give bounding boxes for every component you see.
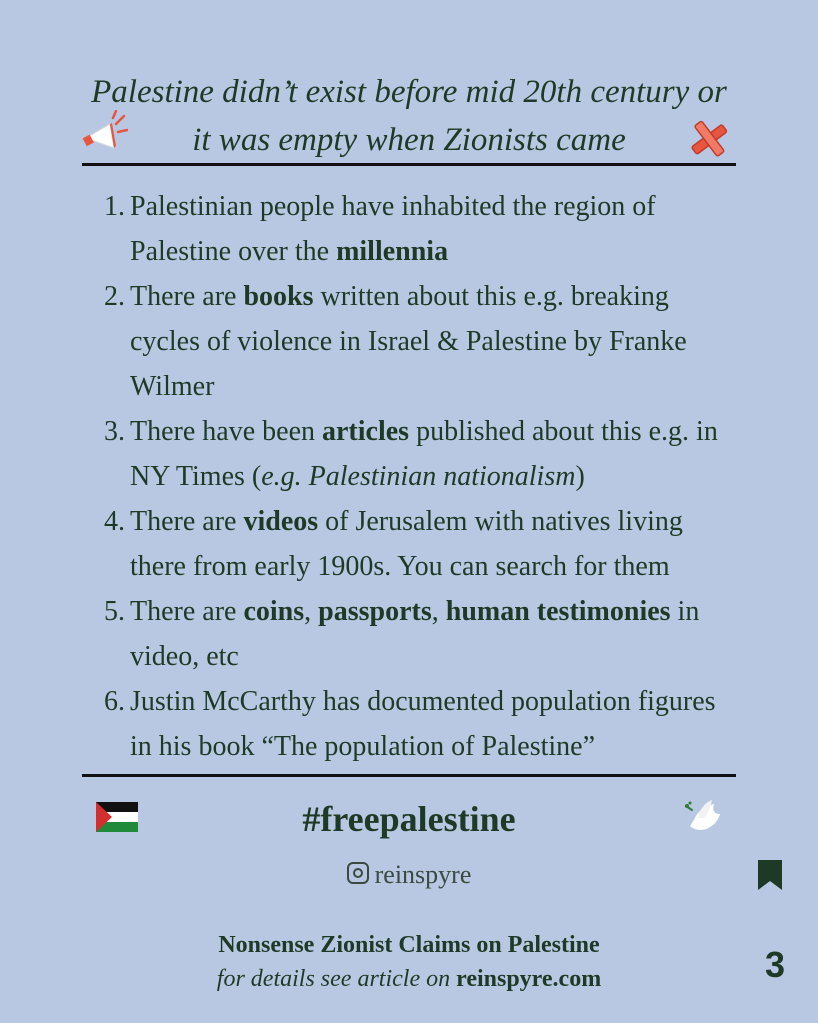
instagram-icon: [347, 862, 369, 884]
claim-number: 5.: [104, 596, 125, 627]
claim-emphasis: books: [243, 281, 314, 312]
handle-text: reinspyre: [374, 860, 472, 889]
claim-number: 3.: [104, 416, 125, 447]
hashtag: #freepalestine: [302, 799, 516, 839]
claim-italic: e.g. Palestinian nationalism: [261, 461, 576, 492]
claim-emphasis: articles: [322, 416, 410, 447]
dove-icon: [684, 800, 724, 834]
page-title: [60, 68, 758, 164]
title-line-2: it was empty when Zionists came: [192, 122, 626, 158]
claim-text: There are: [130, 506, 244, 537]
claim-text: published about this e.g. in NY Times (: [130, 416, 718, 492]
claim-item: [104, 409, 744, 499]
claim-number: 4.: [104, 506, 125, 537]
claim-number: 1.: [104, 191, 125, 222]
details-line: [0, 966, 818, 993]
claim-text: ,: [431, 596, 446, 627]
claim-text: of Jerusalem with natives living there from early 1900s. You can search for them: [130, 506, 683, 582]
claim-text: There have been: [130, 416, 322, 447]
title-line-1: Palestine didn’t exist before mid 20th century or: [91, 74, 727, 110]
claim-emphasis: passports: [318, 596, 432, 627]
claim-emphasis: human testimonies: [445, 596, 671, 627]
bookmark-icon[interactable]: [758, 860, 782, 890]
claim-emphasis: millennia: [336, 236, 449, 267]
top-divider: [82, 163, 736, 166]
claim-text: Justin McCarthy has documented population figures in his book “The population of Palestine”: [130, 686, 716, 762]
claim-text: ): [575, 461, 585, 492]
claim-item: [104, 589, 744, 679]
claim-emphasis: videos: [243, 506, 319, 537]
series-title: Nonsense Zionist Claims on Palestine: [218, 932, 600, 958]
x-mark-icon: [688, 118, 730, 160]
claim-text: There are: [130, 281, 244, 312]
claim-item: [104, 679, 744, 769]
details-prefix: for details see article on: [216, 966, 457, 992]
claim-item: [104, 184, 744, 274]
page-number: 3: [764, 944, 786, 985]
megaphone-icon: [80, 110, 128, 154]
claim-text: Palestinian people have inhabited the region of Palestine over the: [130, 191, 656, 267]
claim-number: 6.: [104, 686, 125, 717]
bottom-divider: [82, 774, 736, 777]
social-handle[interactable]: [0, 860, 818, 890]
claim-number: 2.: [104, 281, 125, 312]
claim-text: in video, etc: [130, 596, 700, 672]
claim-emphasis: coins: [243, 596, 305, 627]
claim-text: There are: [130, 596, 244, 627]
claim-item: [104, 274, 744, 409]
claims-list: [104, 184, 744, 769]
claim-item: [104, 499, 744, 589]
claim-text: ,: [304, 596, 319, 627]
details-site-link[interactable]: reinspyre.com: [456, 966, 602, 992]
claim-text: written about this e.g. breaking cycles of violence in Israel & Palestine by Franke Wilmer: [130, 281, 687, 402]
